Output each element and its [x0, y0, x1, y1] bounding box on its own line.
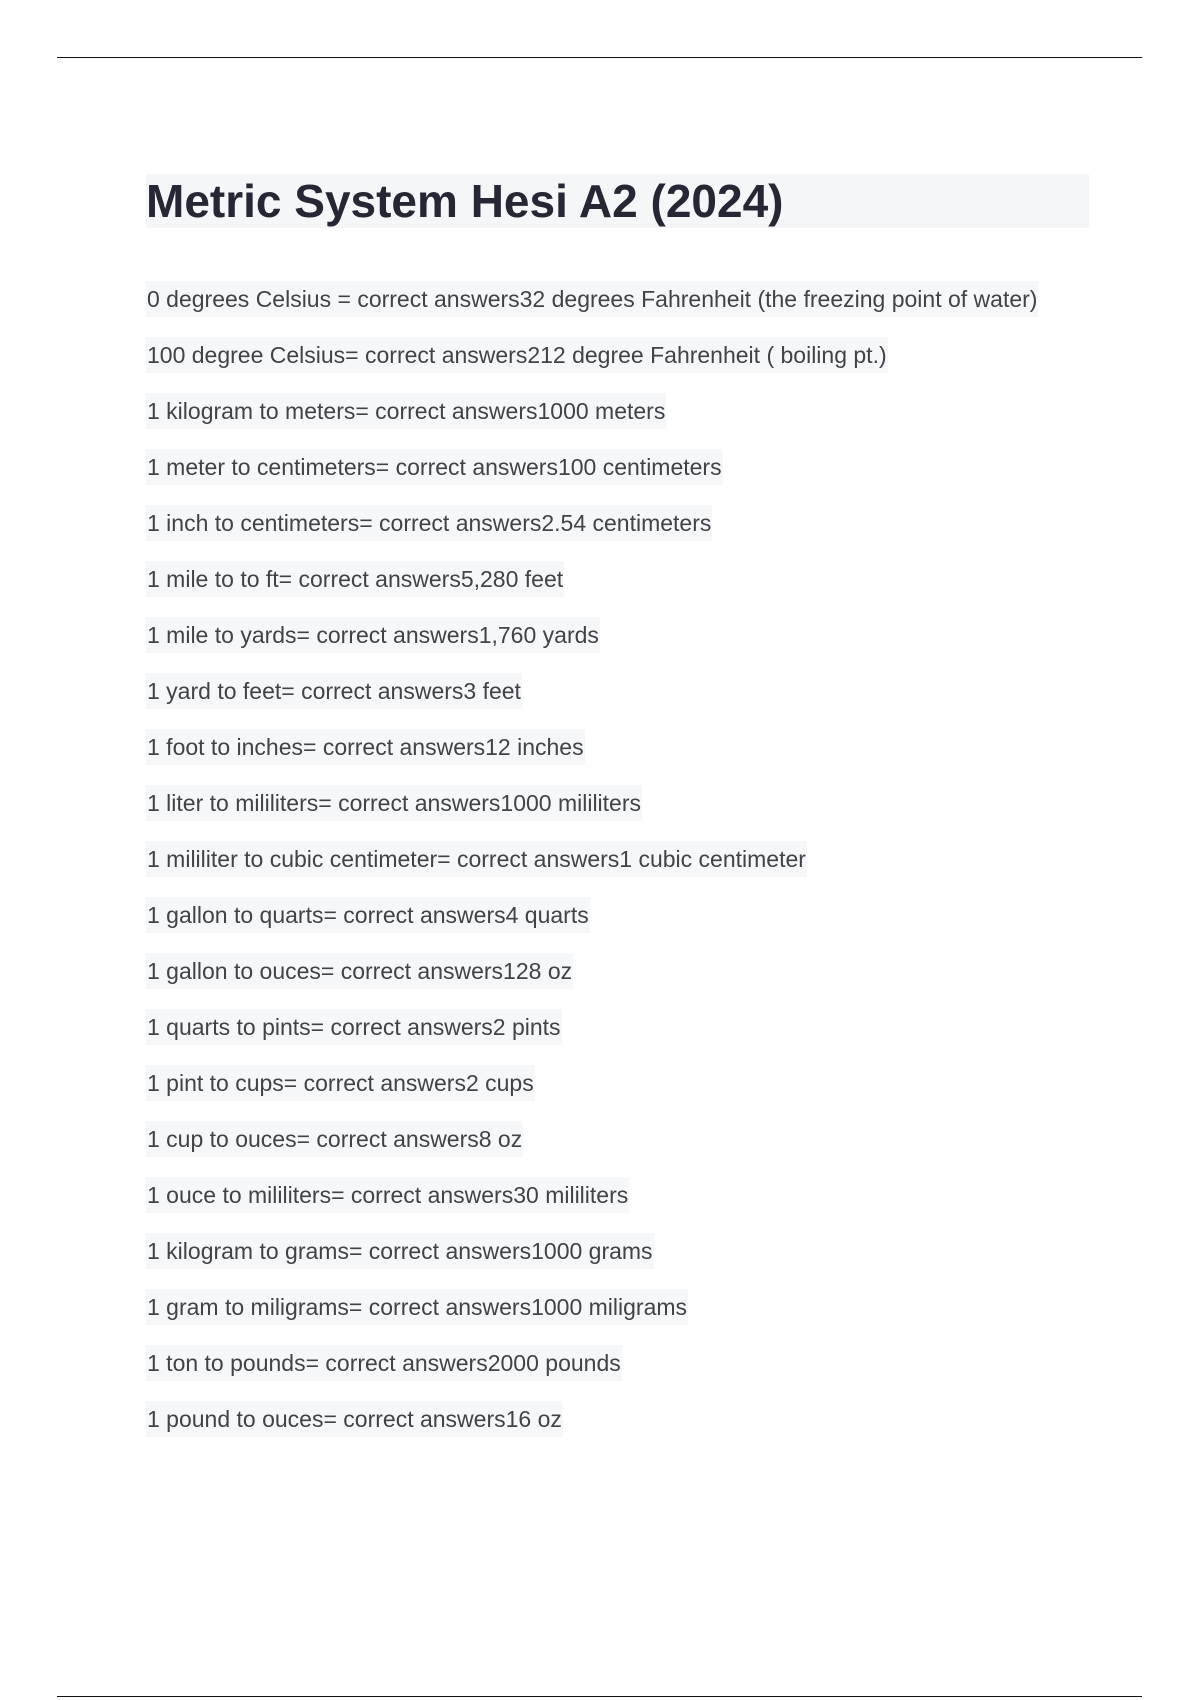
qa-text: 1 foot to inches= correct answers12 inches — [146, 729, 585, 765]
qa-text: 1 cup to ouces= correct answers8 oz — [146, 1121, 523, 1157]
list-item — [146, 953, 1038, 1009]
qa-text: 1 yard to feet= correct answers3 feet — [146, 673, 522, 709]
list-item — [146, 1009, 1038, 1065]
qa-text: 0 degrees Celsius = correct answers32 degrees Fahrenheit (the freezing point of water) — [146, 281, 1038, 317]
title-highlight — [146, 174, 1089, 228]
qa-text: 1 gram to miligrams= correct answers1000 miligrams — [146, 1289, 688, 1325]
qa-text: 1 quarts to pints= correct answers2 pints — [146, 1009, 562, 1045]
list-item — [146, 729, 1038, 785]
qa-text: 1 inch to centimeters= correct answers2.54 centimeters — [146, 505, 712, 541]
qa-text: 1 liter to mililiters= correct answers1000 mililiters — [146, 785, 642, 821]
qa-text: 1 pound to ouces= correct answers16 oz — [146, 1401, 563, 1437]
list-item — [146, 1065, 1038, 1121]
list-item — [146, 897, 1038, 953]
list-item — [146, 393, 1038, 449]
list-item — [146, 505, 1038, 561]
qa-text: 1 mile to yards= correct answers1,760 yards — [146, 617, 600, 653]
qa-text: 1 ton to pounds= correct answers2000 pounds — [146, 1345, 622, 1381]
list-item — [146, 1401, 1038, 1457]
list-item — [146, 281, 1038, 337]
qa-text: 1 pint to cups= correct answers2 cups — [146, 1065, 535, 1101]
list-item — [146, 673, 1038, 729]
list-item — [146, 1233, 1038, 1289]
list-item — [146, 1345, 1038, 1401]
qa-text: 1 kilogram to meters= correct answers1000 meters — [146, 393, 666, 429]
page-title: Metric System Hesi A2 (2024) — [146, 175, 784, 227]
bottom-rule — [57, 1696, 1142, 1697]
qa-text: 1 mililiter to cubic centimeter= correct answers1 cubic centimeter — [146, 841, 807, 877]
qa-text: 100 degree Celsius= correct answers212 degree Fahrenheit ( boiling pt.) — [146, 337, 888, 373]
top-rule — [57, 57, 1142, 58]
qa-text: 1 mile to to ft= correct answers5,280 feet — [146, 561, 564, 597]
qa-text: 1 ouce to mililiters= correct answers30 mililiters — [146, 1177, 629, 1213]
qa-text: 1 meter to centimeters= correct answers100 centimeters — [146, 449, 723, 485]
list-item — [146, 1121, 1038, 1177]
list-item — [146, 337, 1038, 393]
list-item — [146, 561, 1038, 617]
list-item — [146, 617, 1038, 673]
list-item — [146, 449, 1038, 505]
list-item — [146, 1177, 1038, 1233]
list-item — [146, 841, 1038, 897]
qa-text: 1 gallon to quarts= correct answers4 quarts — [146, 897, 590, 933]
qa-text: 1 gallon to ouces= correct answers128 oz — [146, 953, 573, 989]
qa-text: 1 kilogram to grams= correct answers1000 grams — [146, 1233, 654, 1269]
qa-list — [146, 281, 1038, 1457]
list-item — [146, 785, 1038, 841]
list-item — [146, 1289, 1038, 1345]
